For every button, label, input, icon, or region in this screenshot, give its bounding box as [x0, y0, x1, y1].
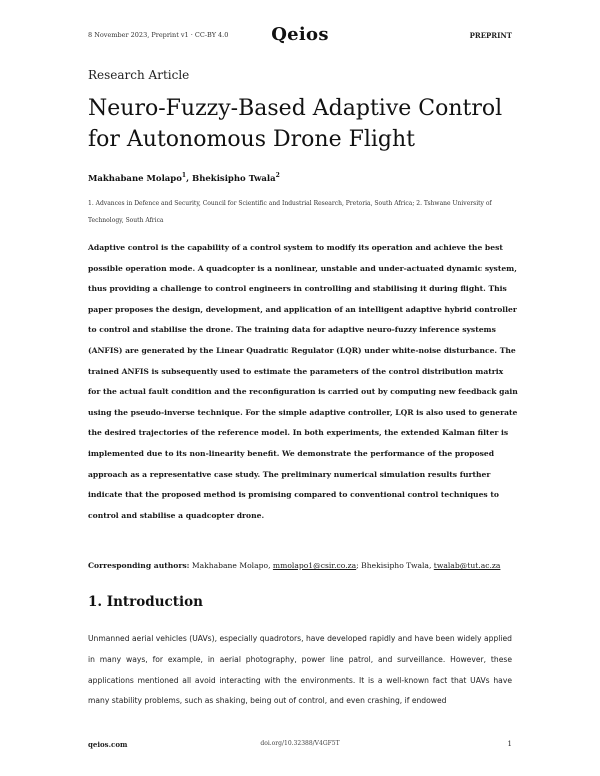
abstract: Adaptive control is the capability of a control system to modify its operation and achieve the best possible operation mode. A quadcopter is a nonlinear, unstable and under-actuated dynamic system, thus providing a challenge to control engineers in controlling and stabilising it during flight. This paper proposes the design, development, and application of an intelligent adaptive hybrid controller to control and stabilise the drone. The training data for adaptive neuro-fuzzy inference systems (ANFIS) are generated by the Linear Quadratic Regulator (LQR) under white-noise disturbance. The trained ANFIS is subsequently used to estimate the parameters of the control distribution matrix for the actual fault condition and the reconfiguration is carried out by computing new feedback gain using the pseudo-inverse technique. For the simple adaptive controller, LQR is also used to generate the desired trajectories of the reference model. In both experiments, the extended Kalman filter is implemented due to its non-linearity benefit. We demonstrate the performance of the proposed approach as a representative case study. The preliminary numerical simulation results further indicate that the proposed method is promising compared to conventional control techniques to control and stabilise a quadcopter drone. [88, 243, 518, 520]
author-separator: , [186, 173, 193, 184]
email-link-2[interactable]: twalab@tut.ac.za [433, 561, 501, 570]
introduction-text: Unmanned aerial vehicles (UAVs), especially quadrotors, have developed rapidly and have been widely applied in many ways, for example, in aerial photography, power line patrol, and surveillance. However, these applications mentioned all avoid interacting with the environments. It is a well-known fact that UAVs have many stability problems, such as shaking, being out of control, and even crashing, if endowed [88, 634, 512, 706]
corresponding-author-1: Makhabane Molapo, [191, 561, 271, 570]
site-link[interactable]: qeios.com [88, 740, 128, 749]
affiliation-marker: 2 [275, 172, 280, 179]
qeios-logo[interactable]: Qeios [271, 24, 329, 45]
doi-link[interactable]: doi.org/10.32388/V4GF5T [260, 740, 340, 747]
corresponding-label: Corresponding authors: [88, 561, 190, 570]
corresponding-authors [88, 561, 518, 570]
page-footer [88, 740, 512, 752]
affiliation-marker: 1 [181, 172, 187, 179]
publication-meta: 8 November 2023, Preprint v1 · CC-BY 4.0 [88, 31, 229, 39]
affiliations: 1. Advances in Defence and Security, Council for Scientific and Industrial Research, Pretoria, South Africa; 2. Tshwane University of Technology, South Africa [88, 200, 492, 224]
page-header [88, 24, 512, 48]
corresponding-separator: ; [356, 561, 359, 570]
author-name[interactable]: Makhabane Molapo [88, 173, 182, 184]
author-list [88, 172, 280, 184]
article-type: Research Article [88, 68, 190, 82]
author-name[interactable]: Bhekisipho Twala [192, 173, 276, 184]
introduction-heading: 1. Introduction [88, 594, 203, 610]
page-number: 1 [507, 740, 512, 748]
corresponding-author-2: Bhekisipho Twala, [361, 561, 432, 570]
email-link-1[interactable]: mmolapo1@csir.co.za [272, 561, 357, 570]
preprint-label: PREPRINT [469, 31, 512, 40]
article-title: Neuro-Fuzzy-Based Adaptive Control for Autonomous Drone Flight [88, 96, 503, 152]
